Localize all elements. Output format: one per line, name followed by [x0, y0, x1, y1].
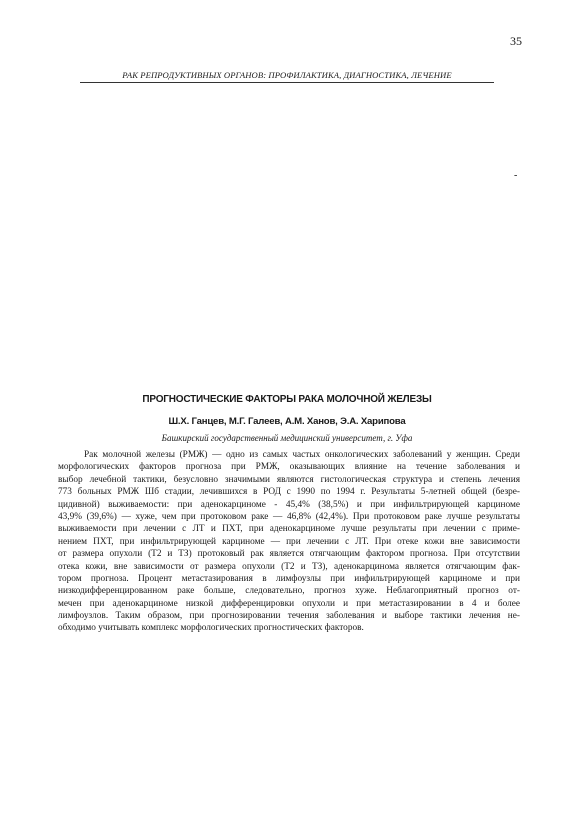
abstract-line: от размера опухоли (Т2 и ТЗ) протоковый рак является отягчающим фактором прогноза. При отсутствии [58, 549, 520, 560]
article-title: ПРОГНОСТИЧЕСКИЕ ФАКТОРЫ РАКА МОЛОЧНОЙ ЖЕЛЕЗЫ [142, 394, 432, 405]
header-rule [80, 82, 494, 83]
abstract-line: лимфоузлов. Таким образом, при прогнозировании течения заболевания и выборе тактики лечения не- [58, 611, 520, 622]
abstract-line: отека кожи, вне зависимости от размера опухоли (Т2 и ТЗ), аденокарцинома является отягчающим фак- [58, 561, 520, 572]
stray-mark: - [514, 170, 518, 181]
abstract [58, 449, 520, 635]
article-affiliation: Башкирский государственный медицинский университет, г. Уфа [161, 433, 413, 443]
abstract-line: мечен при аденокарциноме низкой дифференцировки опухоли и при метастазировании в 4 и более [58, 598, 520, 609]
abstract-line: обходимо учитывать комплекс морфологических прогностических факторов. [58, 623, 364, 634]
abstract-line: низкодифференцированном раке больше, следовательно, прогноз хуже. Неблагоприятный прогноз от- [58, 586, 520, 597]
abstract-line: тором прогноза. Процент метастазирования в лимфоузлы при инфильтрирующей карциноме и при [58, 573, 520, 584]
abstract-line: 773 больных РМЖ Шб стадии, лечившихся в РОД с 1990 по 1994 г. Результаты 5-летней общей (безре- [58, 487, 520, 498]
abstract-line: Рак молочной железы (РМЖ) — одно из самых частых онкологических заболеваний у женщин. Среди [84, 450, 520, 460]
abstract-line: 43,9% (39,6%) — хуже, чем при протоковом раке — 46,8% (42,4%). При протоковом раке лучше результаты [58, 511, 520, 522]
page-number: 35 [510, 34, 522, 48]
abstract-line: морфологических факторов прогноза при РМЖ, оказывающих влияние на течение заболевания и [58, 462, 520, 473]
abstract-line: цидивной) выживаемости: при аденокарциноме - 45,4% (38,5%) и при инфильтрирующей карциноме [58, 499, 520, 510]
running-header: РАК РЕПРОДУКТИВНЫХ ОРГАНОВ: ПРОФИЛАКТИКА, ДИАГНОСТИКА, ЛЕЧЕНИЕ [122, 70, 452, 80]
abstract-line: выбор лечебной тактики, безусловно значимыми являются гистологическая структура и степень лечения [58, 474, 520, 485]
abstract-line: выживаемости при лечении с ЛТ и ПХТ, при аденокарциноме лучше результаты при лечении с приме- [58, 524, 520, 535]
article-authors: Ш.Х. Ганцев, М.Г. Галеев, А.М. Ханов, Э.А. Харипова [168, 416, 406, 427]
abstract-line: нением ПХТ, при инфильтрирующей карциноме — при лечении с ЛТ. При отеке кожи вне зависимости [58, 536, 520, 547]
